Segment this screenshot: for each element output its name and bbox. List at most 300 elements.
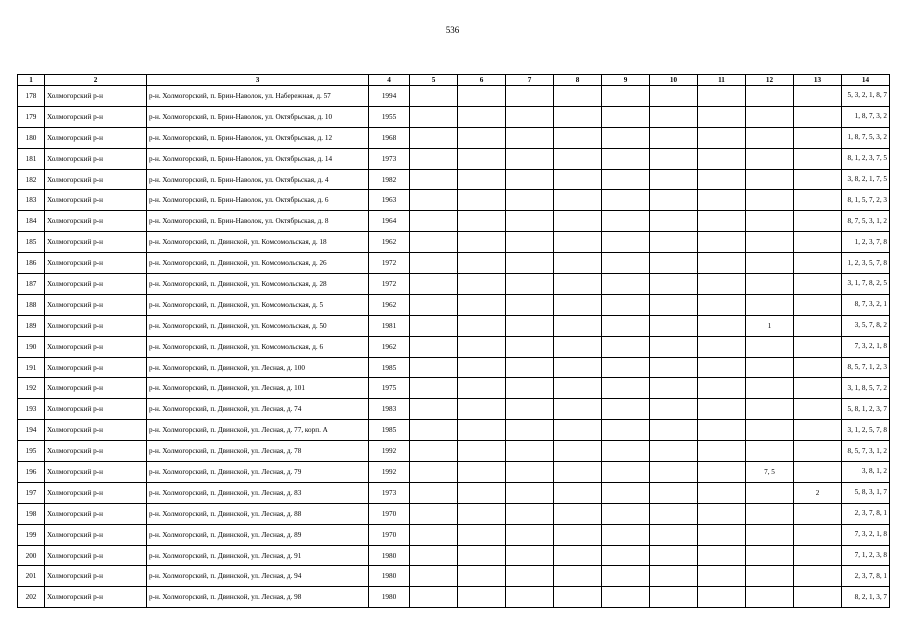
cell-11 — [698, 420, 746, 441]
cell-10 — [650, 357, 698, 378]
district-cell: Холмогорский р-н — [45, 253, 147, 274]
cell-12 — [746, 545, 794, 566]
cell-12 — [746, 399, 794, 420]
cell-14: 8, 5, 7, 3, 1, 2 — [842, 441, 890, 462]
cell-11 — [698, 294, 746, 315]
district-cell: Холмогорский р-н — [45, 190, 147, 211]
table-row — [18, 336, 890, 357]
cell-8 — [554, 190, 602, 211]
cell-10 — [650, 545, 698, 566]
cell-6 — [458, 127, 506, 148]
table-row — [18, 503, 890, 524]
cell-13 — [794, 357, 842, 378]
cell-11 — [698, 482, 746, 503]
cell-10 — [650, 127, 698, 148]
district-cell: Холмогорский р-н — [45, 232, 147, 253]
cell-13 — [794, 190, 842, 211]
cell-6 — [458, 253, 506, 274]
row-number-cell: 189 — [18, 315, 45, 336]
cell-5 — [410, 274, 458, 295]
row-number-cell: 187 — [18, 274, 45, 295]
cell-9 — [602, 106, 650, 127]
cell-8 — [554, 232, 602, 253]
cell-11 — [698, 441, 746, 462]
cell-7 — [506, 357, 554, 378]
cell-5 — [410, 503, 458, 524]
cell-7 — [506, 148, 554, 169]
cell-9 — [602, 274, 650, 295]
cell-6 — [458, 190, 506, 211]
table-row — [18, 357, 890, 378]
cell-8 — [554, 399, 602, 420]
cell-13 — [794, 211, 842, 232]
column-header-7: 7 — [506, 75, 554, 86]
year-cell: 1992 — [369, 462, 410, 483]
cell-5 — [410, 399, 458, 420]
cell-10 — [650, 524, 698, 545]
cell-8 — [554, 420, 602, 441]
cell-7 — [506, 545, 554, 566]
table-row — [18, 274, 890, 295]
cell-12 — [746, 357, 794, 378]
cell-9 — [602, 482, 650, 503]
cell-7 — [506, 378, 554, 399]
cell-6 — [458, 482, 506, 503]
year-cell: 1985 — [369, 420, 410, 441]
address-cell: р-н. Холмогорский, п. Брин-Наволок, ул. Октябрьская, д. 10 — [147, 106, 369, 127]
district-cell: Холмогорский р-н — [45, 211, 147, 232]
district-cell: Холмогорский р-н — [45, 420, 147, 441]
cell-11 — [698, 232, 746, 253]
table-row — [18, 462, 890, 483]
table-row — [18, 148, 890, 169]
table-row — [18, 232, 890, 253]
cell-8 — [554, 106, 602, 127]
cell-9 — [602, 420, 650, 441]
cell-9 — [602, 441, 650, 462]
cell-5 — [410, 86, 458, 107]
address-cell: р-н. Холмогорский, п. Двинской, ул. Лесная, д. 91 — [147, 545, 369, 566]
cell-11 — [698, 315, 746, 336]
cell-7 — [506, 294, 554, 315]
table-row — [18, 86, 890, 107]
cell-9 — [602, 566, 650, 587]
cell-5 — [410, 420, 458, 441]
cell-8 — [554, 211, 602, 232]
cell-8 — [554, 357, 602, 378]
row-number-cell: 193 — [18, 399, 45, 420]
table-header-row — [18, 75, 890, 86]
cell-8 — [554, 441, 602, 462]
cell-11 — [698, 524, 746, 545]
cell-5 — [410, 315, 458, 336]
district-cell: Холмогорский р-н — [45, 294, 147, 315]
address-cell: р-н. Холмогорский, п. Двинской, ул. Лесная, д. 74 — [147, 399, 369, 420]
cell-12 — [746, 336, 794, 357]
table-row — [18, 294, 890, 315]
cell-10 — [650, 566, 698, 587]
row-number-cell: 178 — [18, 86, 45, 107]
cell-11 — [698, 190, 746, 211]
cell-9 — [602, 399, 650, 420]
table-row — [18, 482, 890, 503]
cell-8 — [554, 545, 602, 566]
cell-8 — [554, 127, 602, 148]
cell-10 — [650, 148, 698, 169]
column-header-11: 11 — [698, 75, 746, 86]
cell-13 — [794, 106, 842, 127]
cell-11 — [698, 503, 746, 524]
cell-10 — [650, 106, 698, 127]
table-row — [18, 211, 890, 232]
cell-6 — [458, 274, 506, 295]
address-cell: р-н. Холмогорский, п. Брин-Наволок, ул. Октябрьская, д. 12 — [147, 127, 369, 148]
cell-7 — [506, 253, 554, 274]
cell-13 — [794, 315, 842, 336]
cell-12 — [746, 587, 794, 608]
address-cell: р-н. Холмогорский, п. Двинской, ул. Лесная, д. 94 — [147, 566, 369, 587]
row-number-cell: 183 — [18, 190, 45, 211]
year-cell: 1955 — [369, 106, 410, 127]
year-cell: 1973 — [369, 482, 410, 503]
row-number-cell: 182 — [18, 169, 45, 190]
address-cell: р-н. Холмогорский, п. Двинской, ул. Комсомольская, д. 6 — [147, 336, 369, 357]
cell-9 — [602, 232, 650, 253]
cell-12 — [746, 378, 794, 399]
cell-10 — [650, 378, 698, 399]
row-number-cell: 197 — [18, 482, 45, 503]
cell-10 — [650, 462, 698, 483]
district-cell: Холмогорский р-н — [45, 587, 147, 608]
year-cell: 1970 — [369, 503, 410, 524]
year-cell: 1980 — [369, 545, 410, 566]
year-cell: 1980 — [369, 587, 410, 608]
cell-14: 8, 7, 5, 3, 1, 2 — [842, 211, 890, 232]
year-cell: 1964 — [369, 211, 410, 232]
cell-12 — [746, 441, 794, 462]
cell-13 — [794, 253, 842, 274]
row-number-cell: 181 — [18, 148, 45, 169]
year-cell: 1982 — [369, 169, 410, 190]
cell-14: 5, 8, 1, 2, 3, 7 — [842, 399, 890, 420]
cell-8 — [554, 378, 602, 399]
table-row — [18, 190, 890, 211]
cell-5 — [410, 566, 458, 587]
row-number-cell: 179 — [18, 106, 45, 127]
column-header-3: 3 — [147, 75, 369, 86]
district-cell: Холмогорский р-н — [45, 545, 147, 566]
cell-13 — [794, 336, 842, 357]
column-header-10: 10 — [650, 75, 698, 86]
cell-12: 7, 5 — [746, 462, 794, 483]
cell-8 — [554, 587, 602, 608]
cell-9 — [602, 545, 650, 566]
cell-9 — [602, 462, 650, 483]
row-number-cell: 195 — [18, 441, 45, 462]
cell-10 — [650, 211, 698, 232]
cell-12 — [746, 253, 794, 274]
year-cell: 1972 — [369, 253, 410, 274]
cell-14: 5, 3, 2, 1, 8, 7 — [842, 86, 890, 107]
column-header-5: 5 — [410, 75, 458, 86]
cell-12 — [746, 127, 794, 148]
row-number-cell: 196 — [18, 462, 45, 483]
address-cell: р-н. Холмогорский, п. Двинской, ул. Лесная, д. 100 — [147, 357, 369, 378]
cell-10 — [650, 420, 698, 441]
cell-12 — [746, 294, 794, 315]
cell-9 — [602, 357, 650, 378]
cell-8 — [554, 524, 602, 545]
cell-5 — [410, 148, 458, 169]
year-cell: 1975 — [369, 378, 410, 399]
cell-9 — [602, 524, 650, 545]
cell-12 — [746, 211, 794, 232]
cell-13 — [794, 399, 842, 420]
address-cell: р-н. Холмогорский, п. Брин-Наволок, ул. Октябрьская, д. 8 — [147, 211, 369, 232]
year-cell: 1985 — [369, 357, 410, 378]
column-header-1: 1 — [18, 75, 45, 86]
cell-14: 3, 1, 2, 5, 7, 8 — [842, 420, 890, 441]
cell-12 — [746, 566, 794, 587]
cell-5 — [410, 462, 458, 483]
cell-13 — [794, 169, 842, 190]
cell-6 — [458, 566, 506, 587]
cell-6 — [458, 524, 506, 545]
address-cell: р-н. Холмогорский, п. Двинской, ул. Лесная, д. 79 — [147, 462, 369, 483]
cell-10 — [650, 190, 698, 211]
cell-5 — [410, 587, 458, 608]
table-row — [18, 399, 890, 420]
column-header-13: 13 — [794, 75, 842, 86]
address-cell: р-н. Холмогорский, п. Двинской, ул. Комсомольская, д. 26 — [147, 253, 369, 274]
column-header-6: 6 — [458, 75, 506, 86]
cell-11 — [698, 378, 746, 399]
cell-14: 3, 1, 7, 8, 2, 5 — [842, 274, 890, 295]
cell-10 — [650, 399, 698, 420]
cell-7 — [506, 566, 554, 587]
cell-14: 2, 3, 7, 8, 1 — [842, 566, 890, 587]
address-cell: р-н. Холмогорский, п. Двинской, ул. Лесная, д. 88 — [147, 503, 369, 524]
cell-6 — [458, 169, 506, 190]
cell-11 — [698, 253, 746, 274]
district-cell: Холмогорский р-н — [45, 378, 147, 399]
cell-8 — [554, 503, 602, 524]
cell-7 — [506, 211, 554, 232]
cell-6 — [458, 378, 506, 399]
table-row — [18, 566, 890, 587]
address-cell: р-н. Холмогорский, п. Брин-Наволок, ул. Октябрьская, д. 6 — [147, 190, 369, 211]
table-row — [18, 127, 890, 148]
district-cell: Холмогорский р-н — [45, 106, 147, 127]
row-number-cell: 188 — [18, 294, 45, 315]
year-cell: 1994 — [369, 86, 410, 107]
cell-14: 3, 8, 2, 1, 7, 5 — [842, 169, 890, 190]
cell-5 — [410, 190, 458, 211]
district-cell: Холмогорский р-н — [45, 148, 147, 169]
table-row — [18, 378, 890, 399]
row-number-cell: 199 — [18, 524, 45, 545]
cell-8 — [554, 86, 602, 107]
cell-14: 7, 3, 2, 1, 8 — [842, 336, 890, 357]
cell-7 — [506, 441, 554, 462]
address-cell: р-н. Холмогорский, п. Брин-Наволок, ул. Набережная, д. 57 — [147, 86, 369, 107]
table-row — [18, 524, 890, 545]
cell-14: 8, 7, 3, 2, 1 — [842, 294, 890, 315]
cell-9 — [602, 503, 650, 524]
cell-13 — [794, 274, 842, 295]
cell-12: 1 — [746, 315, 794, 336]
cell-6 — [458, 106, 506, 127]
cell-8 — [554, 294, 602, 315]
cell-5 — [410, 127, 458, 148]
cell-7 — [506, 86, 554, 107]
address-cell: р-н. Холмогорский, п. Двинской, ул. Лесная, д. 89 — [147, 524, 369, 545]
cell-9 — [602, 587, 650, 608]
cell-14: 8, 2, 1, 3, 7 — [842, 587, 890, 608]
address-cell: р-н. Холмогорский, п. Двинской, ул. Комсомольская, д. 50 — [147, 315, 369, 336]
cell-13 — [794, 420, 842, 441]
year-cell: 1992 — [369, 441, 410, 462]
address-cell: р-н. Холмогорский, п. Двинской, ул. Лесная, д. 78 — [147, 441, 369, 462]
row-number-cell: 200 — [18, 545, 45, 566]
year-cell: 1981 — [369, 315, 410, 336]
cell-6 — [458, 420, 506, 441]
cell-8 — [554, 253, 602, 274]
row-number-cell: 180 — [18, 127, 45, 148]
cell-10 — [650, 336, 698, 357]
district-cell: Холмогорский р-н — [45, 566, 147, 587]
cell-14: 7, 1, 2, 3, 8 — [842, 545, 890, 566]
address-cell: р-н. Холмогорский, п. Двинской, ул. Лесная, д. 83 — [147, 482, 369, 503]
cell-12 — [746, 106, 794, 127]
cell-5 — [410, 232, 458, 253]
cell-11 — [698, 106, 746, 127]
cell-8 — [554, 148, 602, 169]
district-cell: Холмогорский р-н — [45, 482, 147, 503]
cell-7 — [506, 420, 554, 441]
page-number: 536 — [445, 25, 460, 35]
cell-10 — [650, 253, 698, 274]
cell-9 — [602, 86, 650, 107]
cell-11 — [698, 169, 746, 190]
cell-7 — [506, 106, 554, 127]
table-row — [18, 315, 890, 336]
cell-14: 7, 3, 2, 1, 8 — [842, 524, 890, 545]
cell-12 — [746, 420, 794, 441]
cell-6 — [458, 336, 506, 357]
cell-6 — [458, 86, 506, 107]
cell-7 — [506, 462, 554, 483]
cell-7 — [506, 336, 554, 357]
address-cell: р-н. Холмогорский, п. Двинской, ул. Комсомольская, д. 18 — [147, 232, 369, 253]
row-number-cell: 194 — [18, 420, 45, 441]
table-body — [18, 86, 890, 608]
cell-13 — [794, 232, 842, 253]
year-cell: 1983 — [369, 399, 410, 420]
year-cell: 1980 — [369, 566, 410, 587]
cell-8 — [554, 315, 602, 336]
district-cell: Холмогорский р-н — [45, 86, 147, 107]
cell-9 — [602, 378, 650, 399]
cell-14: 1, 2, 3, 7, 8 — [842, 232, 890, 253]
cell-6 — [458, 294, 506, 315]
address-cell: р-н. Холмогорский, п. Брин-Наволок, ул. Октябрьская, д. 4 — [147, 169, 369, 190]
cell-6 — [458, 441, 506, 462]
district-cell: Холмогорский р-н — [45, 524, 147, 545]
address-cell: р-н. Холмогорский, п. Двинской, ул. Комсомольская, д. 28 — [147, 274, 369, 295]
cell-13 — [794, 378, 842, 399]
cell-13 — [794, 524, 842, 545]
cell-11 — [698, 587, 746, 608]
row-number-cell: 198 — [18, 503, 45, 524]
cell-14: 3, 8, 1, 2 — [842, 462, 890, 483]
cell-7 — [506, 127, 554, 148]
cell-11 — [698, 336, 746, 357]
row-number-cell: 184 — [18, 211, 45, 232]
cell-13 — [794, 86, 842, 107]
cell-14: 8, 1, 5, 7, 2, 3 — [842, 190, 890, 211]
cell-13 — [794, 462, 842, 483]
cell-10 — [650, 86, 698, 107]
cell-7 — [506, 503, 554, 524]
table-row — [18, 587, 890, 608]
cell-12 — [746, 274, 794, 295]
row-number-cell: 202 — [18, 587, 45, 608]
address-cell: р-н. Холмогорский, п. Двинской, ул. Комсомольская, д. 5 — [147, 294, 369, 315]
cell-10 — [650, 274, 698, 295]
cell-10 — [650, 587, 698, 608]
cell-13 — [794, 587, 842, 608]
cell-5 — [410, 357, 458, 378]
cell-7 — [506, 315, 554, 336]
table-row — [18, 441, 890, 462]
cell-14: 3, 1, 8, 5, 7, 2 — [842, 378, 890, 399]
cell-10 — [650, 294, 698, 315]
district-cell: Холмогорский р-н — [45, 441, 147, 462]
cell-9 — [602, 169, 650, 190]
cell-12 — [746, 503, 794, 524]
table-row — [18, 545, 890, 566]
cell-5 — [410, 294, 458, 315]
cell-8 — [554, 482, 602, 503]
row-number-cell: 191 — [18, 357, 45, 378]
cell-9 — [602, 294, 650, 315]
column-header-8: 8 — [554, 75, 602, 86]
cell-10 — [650, 232, 698, 253]
cell-9 — [602, 315, 650, 336]
cell-5 — [410, 441, 458, 462]
cell-7 — [506, 274, 554, 295]
cell-10 — [650, 169, 698, 190]
cell-9 — [602, 148, 650, 169]
cell-12 — [746, 524, 794, 545]
cell-5 — [410, 106, 458, 127]
cell-5 — [410, 211, 458, 232]
address-cell: р-н. Холмогорский, п. Двинской, ул. Лесная, д. 101 — [147, 378, 369, 399]
cell-12 — [746, 86, 794, 107]
district-cell: Холмогорский р-н — [45, 315, 147, 336]
year-cell: 1962 — [369, 232, 410, 253]
cell-6 — [458, 211, 506, 232]
row-number-cell: 201 — [18, 566, 45, 587]
cell-11 — [698, 148, 746, 169]
year-cell: 1968 — [369, 127, 410, 148]
cell-6 — [458, 315, 506, 336]
cell-6 — [458, 148, 506, 169]
cell-7 — [506, 190, 554, 211]
cell-13 — [794, 127, 842, 148]
cell-13 — [794, 441, 842, 462]
